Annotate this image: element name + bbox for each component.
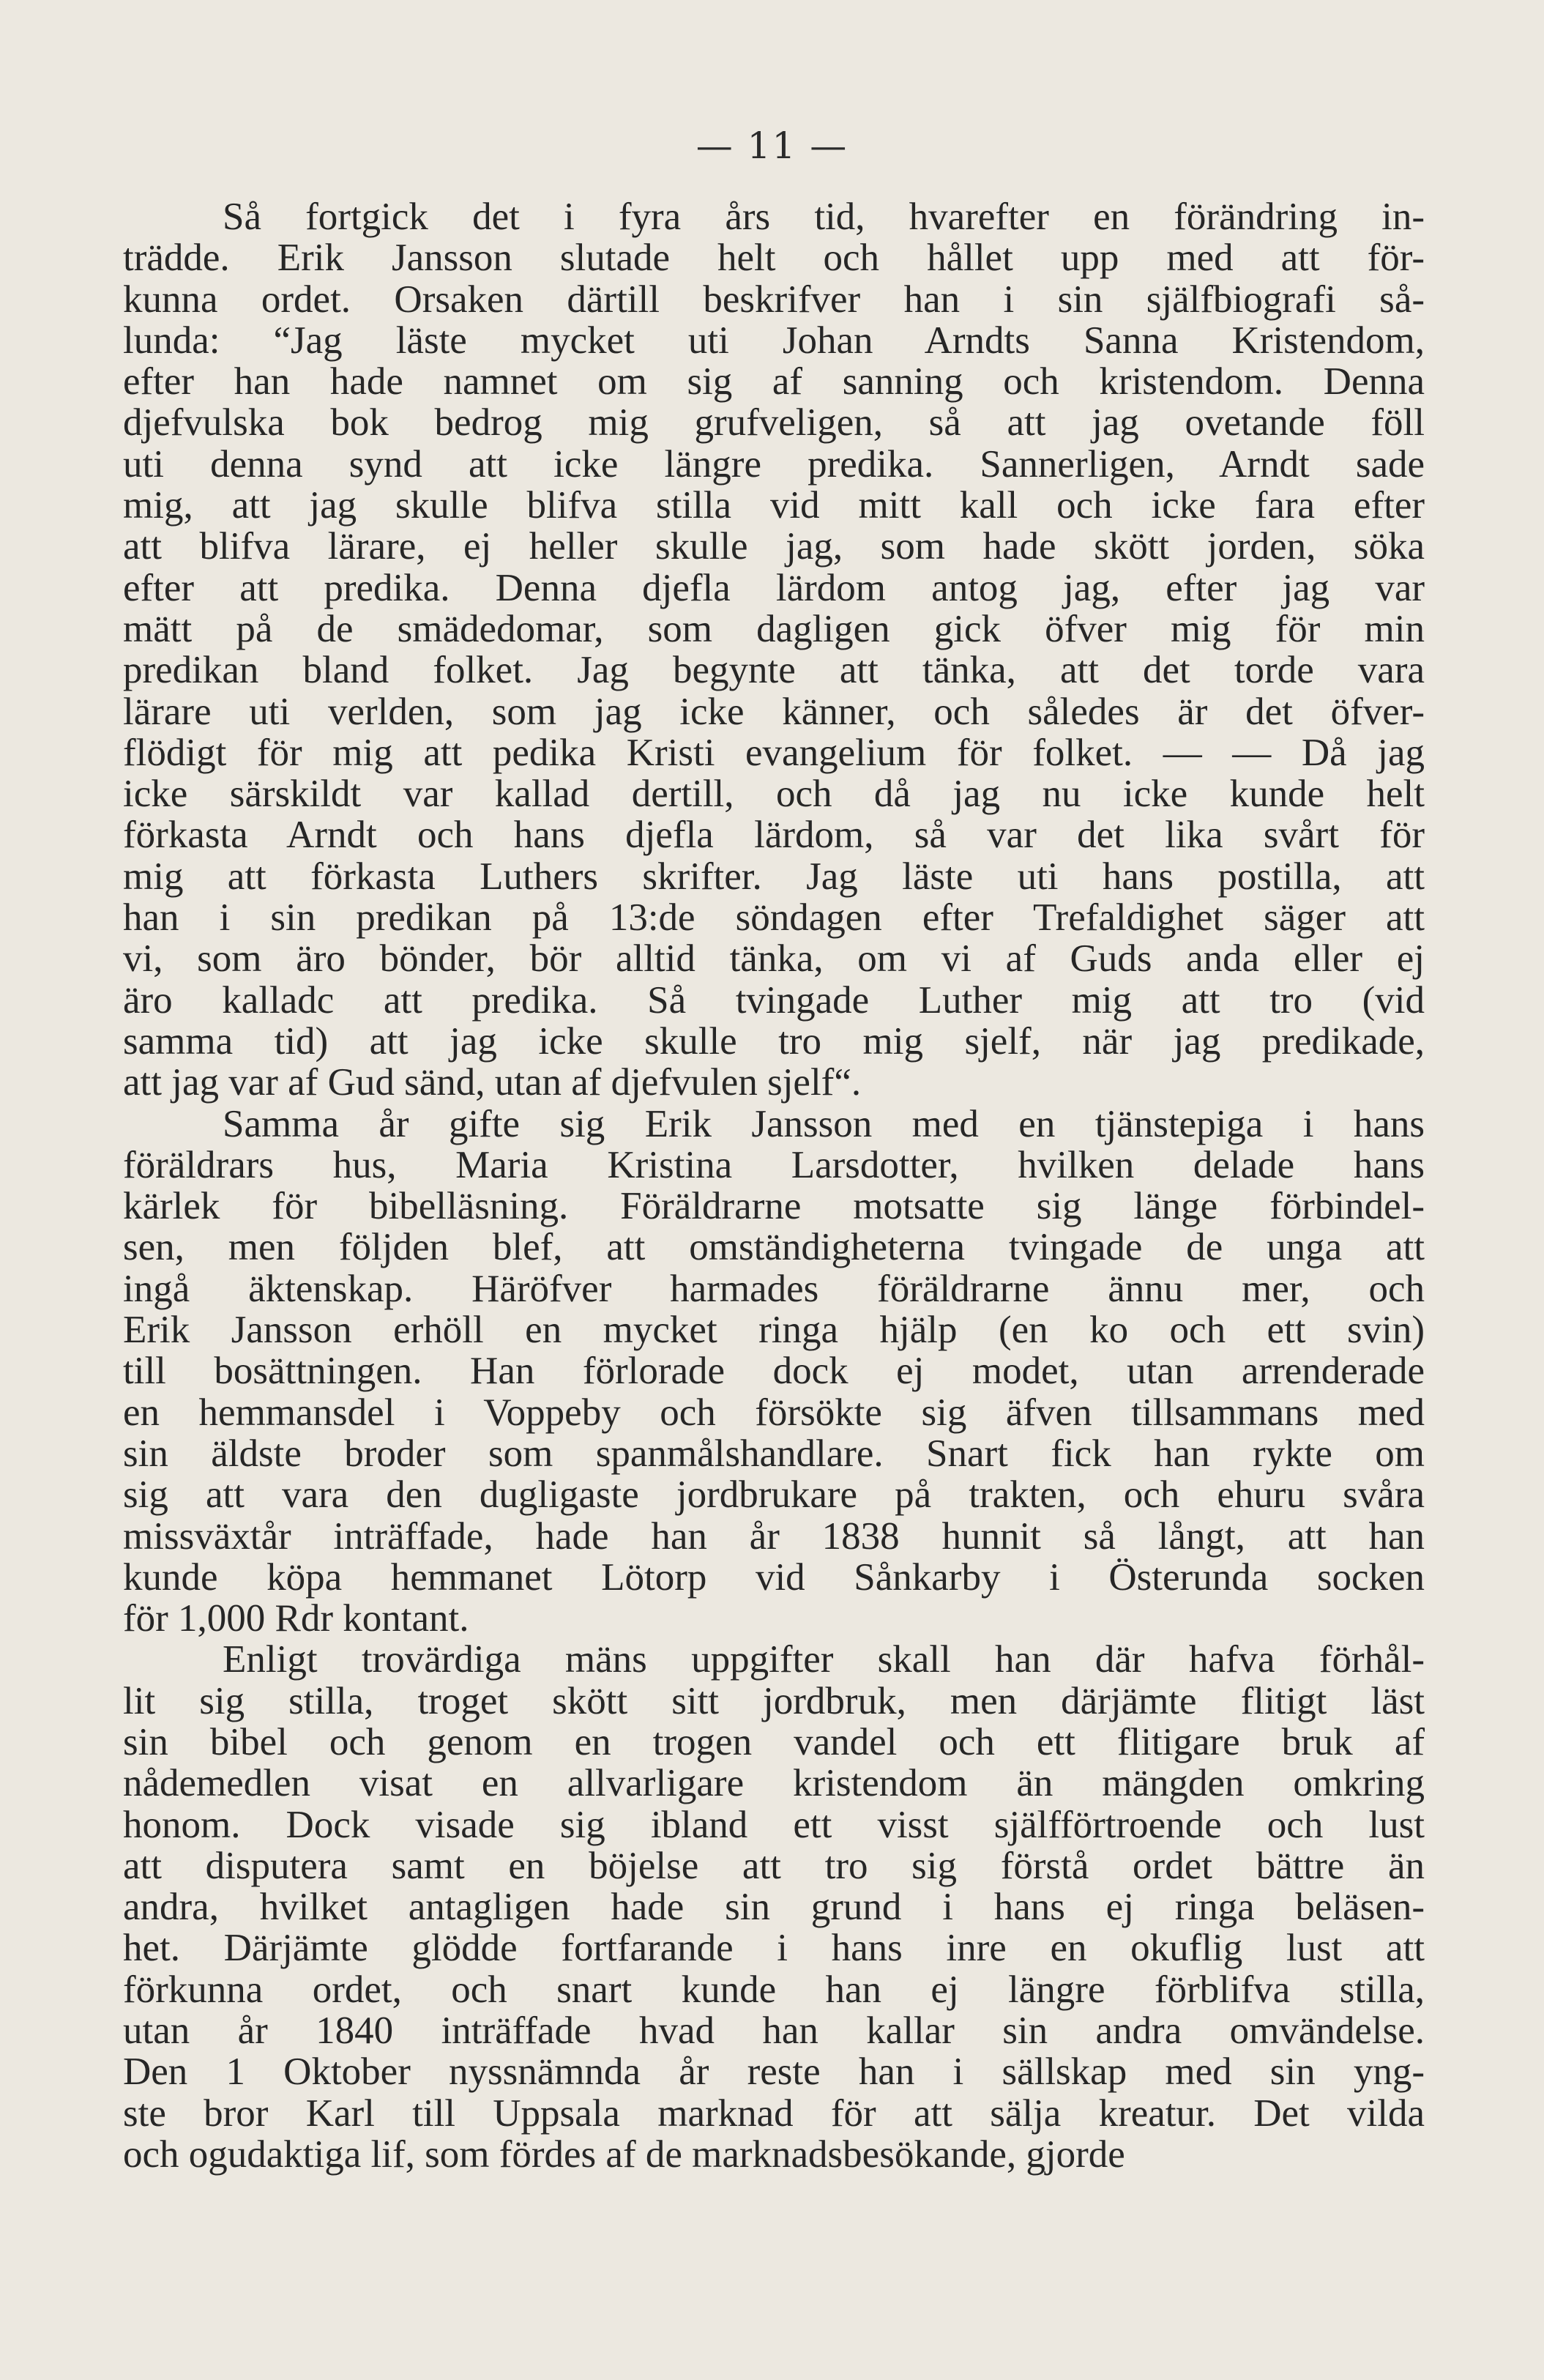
text-line: äro kalladc att predika. Så tvingade Luther mig att tro (vid xyxy=(123,978,1425,1022)
text-line: utan år 1840 inträffade hvad han kallar sin andra omvändelse. xyxy=(123,2009,1425,2053)
text-line: kunde köpa hemmanet Lötorp vid Sånkarby i Österunda socken xyxy=(123,1555,1425,1599)
text-line: honom. Dock visade sig ibland ett visst själfförtroende och lust xyxy=(123,1803,1425,1846)
text-line: Så fortgick det i fyra års tid, hvarefter en förändring in- xyxy=(223,196,1425,238)
text-line: Samma år gifte sig Erik Jansson med en tjänstepiga i hans xyxy=(223,1102,1425,1145)
text-line: kunna ordet. Orsaken därtill beskrifver han i sin själfbiografi så- xyxy=(123,278,1425,321)
text-line: djefvulska bok bedrog mig grufveligen, så att jag ovetande föll xyxy=(123,401,1425,445)
paragraph xyxy=(123,1104,1425,1640)
text-line: för 1,000 Rdr kontant. xyxy=(123,1597,469,1640)
text-line: föräldrars hus, Maria Kristina Larsdotter, hvilken delade hans xyxy=(123,1143,1425,1186)
paragraph xyxy=(123,1639,1425,2175)
text-line: lunda: “Jag läste mycket uti Johan Arndts Sanna Kristendom, xyxy=(123,319,1425,362)
text-line: predikan bland folket. Jag begynte att tänka, att det torde vara xyxy=(123,649,1425,692)
paragraph xyxy=(123,196,1425,1104)
body-text xyxy=(123,196,1425,2175)
text-line: efter att predika. Denna djefla lärdom antog jag, efter jag var xyxy=(123,566,1425,609)
text-line: Den 1 Oktober nyssnämnda år reste han i sällskap med sin yng- xyxy=(123,2050,1425,2094)
text-line: mätt på de smädedomar, som dagligen gick öfver mig för min xyxy=(123,607,1425,650)
text-line: en hemmansdel i Voppeby och försökte sig äfven tillsammans med xyxy=(123,1391,1425,1434)
text-line: sin bibel och genom en trogen vandel och ett flitigare bruk af xyxy=(123,1720,1425,1763)
text-line: mig att förkasta Luthers skrifter. Jag läste uti hans postilla, att xyxy=(123,855,1425,898)
text-line: uti denna synd att icke längre predika. Sannerligen, Arndt sade xyxy=(123,442,1425,486)
text-line: förkunna ordet, och snart kunde han ej längre förblifva stilla, xyxy=(123,1968,1425,2011)
text-line: han i sin predikan på 13:de söndagen efter Trefaldighet säger att xyxy=(123,896,1425,940)
text-line: till bosättningen. Han förlorade dock ej modet, utan arrenderade xyxy=(123,1350,1425,1393)
text-line: trädde. Erik Jansson slutade helt och hållet upp med att för- xyxy=(123,237,1425,280)
text-line: och ogudaktiga lif, som fördes af de marknadsbesökande, gjorde xyxy=(123,2132,1125,2176)
text-line: sin äldste broder som spanmålshandlare. Snart fick han rykte om xyxy=(123,1432,1425,1475)
text-line: ingå äktenskap. Häröfver harmades föräldrarne ännu mer, och xyxy=(123,1267,1425,1310)
text-line: sen, men följden blef, att omständigheterna tvingade de unga att xyxy=(123,1226,1425,1269)
text-line: att blifva lärare, ej heller skulle jag, som hade skött jorden, söka xyxy=(123,525,1425,568)
text-line: nådemedlen visat en allvarligare kristendom än mängden omkring xyxy=(123,1762,1425,1805)
text-line: lit sig stilla, troget skött sitt jordbruk, men därjämte flitigt läst xyxy=(123,1679,1425,1722)
text-line: lärare uti verlden, som jag icke känner, och således är det öfver- xyxy=(123,690,1425,733)
text-line: flödigt för mig att pedika Kristi evangelium för folket. — — Då jag xyxy=(123,731,1425,774)
text-line: icke särskildt var kallad dertill, och då jag nu icke kunde helt xyxy=(123,773,1425,816)
text-line: kärlek för bibelläsning. Föräldrarne motsatte sig länge förbindel- xyxy=(123,1185,1425,1228)
text-line: vi, som äro bönder, bör alltid tänka, om vi af Guds anda eller ej xyxy=(123,937,1425,981)
text-line: Erik Jansson erhöll en mycket ringa hjälp (en ko och ett svin) xyxy=(123,1309,1425,1352)
text-line: ste bror Karl till Uppsala marknad för att sälja kreatur. Det vilda xyxy=(123,2091,1425,2135)
text-line: förkasta Arndt och hans djefla lärdom, så var det lika svårt för xyxy=(123,814,1425,857)
text-line: att jag var af Gud sänd, utan af djefvulen sjelf“. xyxy=(123,1061,862,1104)
text-line: sig att vara den dugligaste jordbrukare på trakten, och ehuru svåra xyxy=(123,1473,1425,1517)
text-line: andra, hvilket antagligen hade sin grund i hans ej ringa beläsen- xyxy=(123,1886,1425,1929)
text-line: Enligt trovärdiga mäns uppgifter skall han där hafva förhål- xyxy=(223,1638,1425,1681)
text-line: mig, att jag skulle blifva stilla vid mitt kall och icke fara efter xyxy=(123,484,1425,527)
text-line: het. Därjämte glödde fortfarande i hans inre en okuflig lust att xyxy=(123,1927,1425,1970)
text-line: samma tid) att jag icke skulle tro mig sjelf, när jag predikade, xyxy=(123,1019,1425,1063)
page-number: — 11 — xyxy=(695,124,849,167)
text-line: missväxtår inträffade, hade han år 1838 hunnit så långt, att han xyxy=(123,1514,1425,1558)
text-line: att disputera samt en böjelse att tro sig förstå ordet bättre än xyxy=(123,1844,1425,1887)
text-line: efter han hade namnet om sig af sanning och kristendom. Denna xyxy=(123,360,1425,404)
